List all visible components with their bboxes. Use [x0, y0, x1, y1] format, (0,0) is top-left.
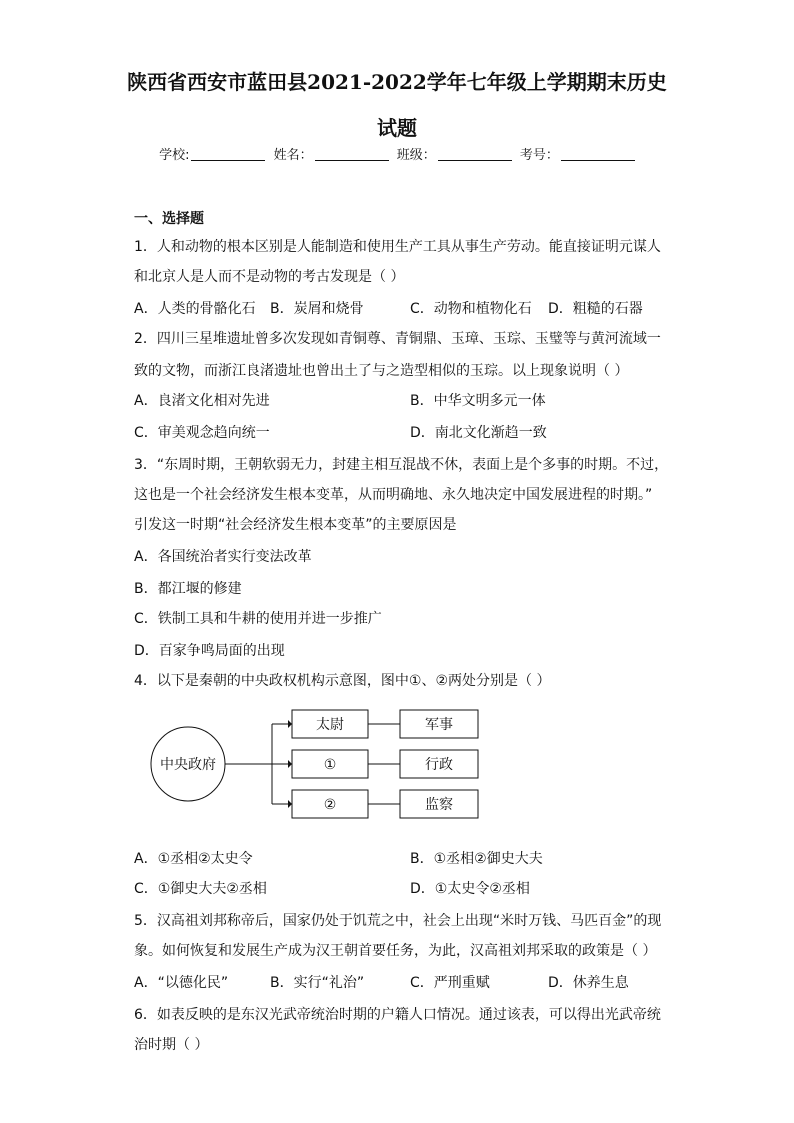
q3-option-b: B．都江堰的修建	[134, 581, 242, 597]
class-label: 班级：	[396, 148, 436, 163]
q3-stem-line3: 引发这一时期“社会经济发生根本变革”的主要原因是	[134, 517, 457, 533]
arrow-mid	[288, 760, 292, 768]
school-label: 学校:	[159, 148, 190, 163]
q2-stem-line1: 2．四川三星堆遗址曾多次发现如青铜尊、青铜鼎、玉璋、玉琮、玉璧等与黄河流域一	[134, 331, 661, 347]
q1-option-b: B．炭屑和烧骨	[270, 301, 364, 317]
box-taiwei-label: 太尉	[316, 717, 344, 733]
q2-option-c: C．审美观念趋向统一	[134, 425, 270, 441]
q1-option-a: A．人类的骨骼化石	[134, 301, 256, 317]
name-label: 姓名：	[273, 148, 313, 163]
q5-stem-line1: 5．汉高祖刘邦称帝后，国家仍处于饥荒之中，社会上出现“米时万钱、马匹百金”的现	[134, 913, 662, 929]
q2-option-b: B．中华文明多元一体	[410, 393, 546, 409]
q3-stem-line2: 这也是一个社会经济发生根本变革，从而明确地、永久地决定中国发展进程的时期。”	[134, 487, 653, 503]
q3-stem-line1: 3．“东周时期，王朝软弱无力，封建主相互混战不休，表面上是个多事的时期。不过，	[134, 457, 669, 473]
q3-option-d: D．百家争鸣局面的出现	[134, 643, 285, 659]
page-title: 陕西省西安市蓝田县2021-2022学年七年级上学期期末历史	[127, 70, 667, 94]
class-blank	[438, 147, 512, 161]
q5-option-c: C．严刑重赋	[410, 975, 490, 991]
q3-option-c: C．铁制工具和牛耕的使用并进一步推广	[134, 611, 382, 627]
box-blank-1-label: ①	[323, 757, 337, 773]
qin-central-government-diagram	[150, 704, 490, 824]
exam-number-label: 考号：	[519, 148, 559, 163]
q1-option-c: C．动物和植物化石	[410, 301, 532, 317]
q4-option-a: A．①丞相②太史令	[134, 851, 253, 867]
q5-option-a: A．“以德化民”	[134, 975, 229, 991]
school-blank	[191, 147, 265, 161]
q5-option-b: B．实行“礼治”	[270, 975, 365, 991]
box-administration-label: 行政	[425, 757, 453, 773]
q4-stem: 4．以下是秦朝的中央政权机构示意图，图中①、②两处分别是（ ）	[134, 673, 551, 689]
q6-stem-line1: 6．如表反映的是东汉光武帝统治时期的户籍人口情况。通过该表，可以得出光武帝统	[134, 1007, 661, 1023]
section-heading: 一、选择题	[134, 211, 204, 227]
q1-option-d: D．粗糙的石器	[548, 301, 643, 317]
q2-option-d: D．南北文化渐趋一致	[410, 425, 547, 441]
q4-option-c: C．①御史大夫②丞相	[134, 881, 267, 897]
q5-stem-line2: 象。如何恢复和发展生产成为汉王朝首要任务，为此，汉高祖刘邦采取的政策是（ ）	[134, 943, 657, 959]
q6-stem-line2: 治时期（ ）	[134, 1037, 209, 1053]
q4-option-d: D．①太史令②丞相	[410, 881, 530, 897]
q2-option-a: A．良渚文化相对先进	[134, 393, 270, 409]
q1-stem-line2: 和北京人是人而不是动物的考古发现是（ ）	[134, 269, 405, 285]
box-supervision-label: 监察	[425, 797, 453, 813]
q2-stem-line2: 致的文物，而浙江良渚遗址也曾出土了与之造型相似的玉琮。以上现象说明（ ）	[134, 363, 629, 379]
name-blank	[315, 147, 389, 161]
box-blank-2-label: ②	[323, 797, 337, 813]
box-military-label: 军事	[425, 717, 453, 733]
arrow-top	[288, 720, 292, 728]
q1-stem-line1: 1．人和动物的根本区别是人能制造和使用生产工具从事生产劳动。能直接证明元谋人	[134, 239, 661, 255]
student-info-row	[0, 144, 794, 163]
q5-option-d: D．休养生息	[548, 975, 629, 991]
arrow-bottom	[288, 800, 292, 808]
exam-number-blank	[561, 147, 635, 161]
q3-option-a: A．各国统治者实行变法改革	[134, 549, 312, 565]
q4-option-b: B．①丞相②御史大夫	[410, 851, 543, 867]
page-title-continued: 试题	[377, 116, 417, 140]
center-label: 中央政府	[160, 757, 216, 773]
